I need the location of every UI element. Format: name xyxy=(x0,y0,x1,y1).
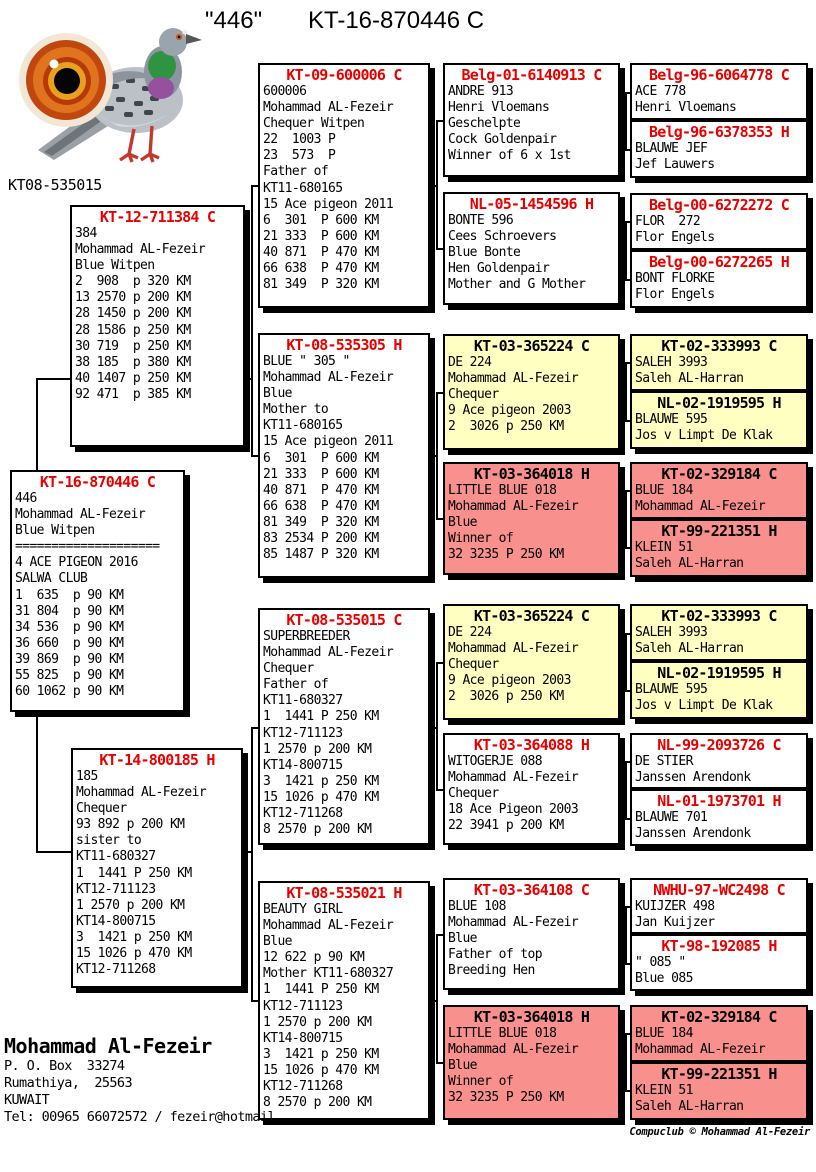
pedigree-text-line: Chequer xyxy=(263,661,314,677)
pedigree-text-line: 15 Ace pigeon 2011 xyxy=(263,196,394,212)
ring-number-header: KT-03-365224 C xyxy=(473,337,590,355)
ring-number-header: KT-99-221351 H xyxy=(661,522,777,540)
pedigree-text-line: Flor Engels xyxy=(635,287,715,303)
pedigree-text-line: sister to xyxy=(76,833,142,849)
ring-number-header: KT-02-333993 C xyxy=(661,337,777,355)
ring-number-header: KT-14-800185 H xyxy=(99,751,215,769)
connector-line xyxy=(251,185,260,187)
pedigree-text-line: Cees Schroevers xyxy=(448,229,557,245)
connector-line xyxy=(625,761,632,763)
pedigree-text-line: 22 1003 P xyxy=(263,132,336,148)
pedigree-text-line: BLUE 184 xyxy=(635,483,693,498)
connector-line xyxy=(436,1062,445,1064)
pedigree-text-line: Jos v Limpt De Klak xyxy=(635,428,773,444)
connector-line xyxy=(436,934,438,1064)
connector-line xyxy=(625,1090,632,1092)
connector-line xyxy=(436,120,445,122)
pedigree-text-line: BLAUWE 595 xyxy=(635,682,708,697)
connector-line xyxy=(625,149,632,151)
pedigree-text-line: KT11-680165 xyxy=(263,180,343,196)
ring-number-header: KT-03-364018 H xyxy=(473,465,590,483)
connector-line xyxy=(625,633,627,692)
pedigree-box-c4_p8b xyxy=(630,1062,808,1120)
ring-number-header: NL-99-2093726 C xyxy=(657,736,781,754)
pedigree-box-c4_p3a xyxy=(630,334,808,391)
pedigree-text-line: 6 301 P 600 KM xyxy=(263,450,379,466)
pedigree-text-line: KT11-680327 xyxy=(76,849,156,865)
owner-address-line: KUWAIT xyxy=(4,1092,50,1108)
pedigree-text-line: 66 638 P 470 KM xyxy=(263,261,379,277)
connector-line xyxy=(625,761,627,820)
pedigree-box-c4_p3b xyxy=(630,391,808,449)
pedigree-text-line: Blue xyxy=(448,1058,477,1074)
pedigree-box-c4_p8a xyxy=(630,1005,808,1062)
pedigree-box-c4_p6a xyxy=(630,733,808,789)
ring-number-header: NL-05-1454596 H xyxy=(469,195,594,213)
pedigree-text-line: KT12-711123 xyxy=(263,725,343,741)
eye-pupil xyxy=(54,68,80,94)
pedigree-text-line: LITTLE BLUE 018 xyxy=(448,1026,557,1041)
pedigree-text-line: Blue 085 xyxy=(635,971,693,987)
pedigree-text-line: Blue Bonte xyxy=(448,245,521,261)
credit-line: Compuclub © Mohammad Al-Fezeir xyxy=(629,1126,810,1138)
connector-line xyxy=(251,727,253,1002)
ring-number-header: KT-02-333993 C xyxy=(661,607,777,625)
pedigree-text-line: BLAUWE JEF xyxy=(635,141,708,156)
connector-line xyxy=(436,248,445,250)
connector-line xyxy=(251,185,253,457)
ring-number-header: KT-03-364088 H xyxy=(473,736,590,754)
pedigree-text-line: 34 536 p 90 KM xyxy=(15,619,124,635)
page-title-number: "446" xyxy=(205,7,263,34)
pedigree-text-line: Chequer xyxy=(76,801,127,817)
pedigree-text-line: DE 224 xyxy=(448,625,492,640)
connector-line xyxy=(436,120,438,250)
pedigree-box-c3_4 xyxy=(443,462,620,575)
pedigree-text-line: DE 224 xyxy=(448,355,492,370)
pedigree-text-line: Winner of xyxy=(448,531,514,547)
pedigree-text-line: FLOR 272 xyxy=(635,214,701,229)
connector-line xyxy=(251,727,260,729)
pedigree-text-line: BLUE 108 xyxy=(448,899,506,914)
pedigree-text-line: Father of xyxy=(263,677,329,693)
pedigree-text-line: WITOGERJE 088 xyxy=(448,754,542,769)
pedigree-text-line: Winner of 6 x 1st xyxy=(448,148,571,164)
pedigree-text-line: 60 1062 p 90 KM xyxy=(15,684,124,700)
pedigree-text-line: Mohammad AL-Fezeir xyxy=(75,242,206,258)
pedigree-text-line: 93 892 p 200 KM xyxy=(76,817,185,833)
connector-line xyxy=(625,279,632,281)
pedigree-text-line: 40 871 P 470 KM xyxy=(263,482,379,498)
pedigree-box-c4_p2a xyxy=(630,193,808,250)
pedigree-text-line: Saleh AL-Harran xyxy=(635,1099,744,1115)
pedigree-text-line: 28 1450 p 200 KM xyxy=(75,306,191,322)
pedigree-box-c3_8 xyxy=(443,1005,620,1120)
pedigree-text-line: 2 3026 p 250 KM xyxy=(448,689,564,705)
pedigree-text-line: BLAUWE 701 xyxy=(635,810,708,825)
connector-line xyxy=(625,633,632,635)
owner-address-line: Rumathiya, 25563 xyxy=(4,1075,132,1091)
pedigree-text-line: Janssen Arendonk xyxy=(635,770,751,786)
pedigree-text-line: 31 804 p 90 KM xyxy=(15,603,124,619)
pedigree-text-line: 446 xyxy=(15,491,37,506)
pedigree-box-c4_p5b xyxy=(630,661,808,719)
pedigree-text-line: 15 1026 p 470 KM xyxy=(263,1062,379,1078)
pedigree-text-line: 81 349 P 320 KM xyxy=(263,514,379,530)
pedigree-text-line: 36 660 p 90 KM xyxy=(15,635,124,651)
ring-number-header: KT-09-600006 C xyxy=(286,66,402,84)
pedigree-text-line: Hen Goldenpair xyxy=(448,261,550,277)
pedigree-text-line: BLUE 184 xyxy=(635,1026,693,1041)
connector-line xyxy=(625,690,632,692)
pedigree-text-line: Flor Engels xyxy=(635,230,715,246)
pedigree-text-line: KT12-711268 xyxy=(263,806,343,822)
pedigree-text-line: 3 1421 p 250 KM xyxy=(263,1046,379,1062)
page-title-ring: KT-16-870446 C xyxy=(308,7,485,34)
pedigree-box-c4_p4b xyxy=(630,519,808,577)
pedigree-text-line: SALEH 3993 xyxy=(635,355,708,370)
pedigree-text-line: Mohammad AL-Fezeir xyxy=(448,915,579,931)
owner-block xyxy=(4,1034,283,1126)
pedigree-text-line: ACE 778 xyxy=(635,84,686,99)
pedigree-text-line: Chequer Witpen xyxy=(263,116,365,132)
pedigree-text-line: 384 xyxy=(75,226,97,241)
pedigree-text-line: KLEIN 51 xyxy=(635,1083,693,1098)
pedigree-text-line: BLUE " 305 " xyxy=(263,354,350,369)
pedigree-text-line: 3 1421 p 250 KM xyxy=(76,929,192,945)
connector-line xyxy=(625,92,632,94)
pedigree-text-line: 15 Ace pigeon 2011 xyxy=(263,434,394,450)
pedigree-text-line: 28 1586 p 250 KM xyxy=(75,322,191,338)
ring-number-header: NL-01-1973701 H xyxy=(657,792,781,810)
pedigree-text-line: Breeding Hen xyxy=(448,963,535,979)
pigeon-beak xyxy=(186,34,202,44)
ring-number-header: KT-99-221351 H xyxy=(661,1065,777,1083)
pedigree-box-c2_1 xyxy=(258,63,430,308)
pedigree-text-line: 4 ACE PIGEON 2016 xyxy=(15,555,138,571)
pedigree-text-line: KT11-680165 xyxy=(263,418,343,434)
pedigree-text-line: 66 638 P 470 KM xyxy=(263,498,379,514)
connector-line xyxy=(625,1033,627,1092)
pedigree-text-line: Mohammad AL-Fezeir xyxy=(635,1042,766,1058)
pedigree-text-line: Jan Kuijzer xyxy=(635,915,715,931)
pedigree-text-line: BONTE 596 xyxy=(448,213,514,228)
pedigree-text-line: Mohammad AL-Fezeir xyxy=(263,370,394,386)
pedigree-text-line: LITTLE BLUE 018 xyxy=(448,483,557,498)
pedigree-text-line: KT12-711123 xyxy=(263,998,343,1014)
connector-line xyxy=(625,490,627,549)
connector-line xyxy=(436,934,445,936)
pedigree-text-line: 85 1487 P 320 KM xyxy=(263,547,379,563)
pedigree-text-line: DE STIER xyxy=(635,754,693,769)
connector-line xyxy=(625,1033,632,1035)
pedigree-text-line: KT12-711268 xyxy=(76,962,156,978)
pedigree-text-line: 9 Ace pigeon 2003 xyxy=(448,673,571,689)
pedigree-text-line: 18 Ace Pigeon 2003 xyxy=(448,802,579,818)
pedigree-text-line: 32 3235 P 250 KM xyxy=(448,1090,564,1106)
pedigree-text-line: Janssen Arendonk xyxy=(635,826,751,842)
pigeon-photo xyxy=(10,2,240,174)
pedigree-text-line: Chequer xyxy=(448,786,499,802)
connector-line xyxy=(36,378,72,380)
pedigree-box-c2_4 xyxy=(258,881,430,1120)
pedigree-text-line: ==================== xyxy=(15,539,160,555)
pedigree-box-c2_2 xyxy=(258,333,430,578)
ring-number-header: Belg-01-6140913 C xyxy=(461,66,602,84)
pedigree-text-line: 1 2570 p 200 KM xyxy=(76,897,185,913)
pedigree-box-c4_p2b xyxy=(630,250,808,308)
pedigree-text-line: 39 869 p 90 KM xyxy=(15,651,124,667)
connector-line xyxy=(436,789,445,791)
ring-number-header: Belg-96-6064778 C xyxy=(649,66,789,84)
pedigree-text-line: Mother and G Mother xyxy=(448,277,586,293)
pedigree-text-line: Mohammad AL-Fezeir xyxy=(448,1042,579,1058)
pedigree-text-line: 40 1407 p 250 KM xyxy=(75,370,191,386)
pedigree-text-line: 1 635 p 90 KM xyxy=(15,587,124,603)
photo-caption: KT08-535015 xyxy=(8,176,102,194)
pedigree-text-line: 12 622 p 90 KM xyxy=(263,950,365,966)
pedigree-box-c1_sire xyxy=(70,205,245,447)
pedigree-text-line: 185 xyxy=(76,769,98,784)
ring-number-header: KT-12-711384 C xyxy=(99,208,216,226)
pedigree-box-c3_2 xyxy=(443,192,620,305)
pedigree-text-line: Mohammad AL-Fezeir xyxy=(448,770,579,786)
pedigree-text-line: KT14-800715 xyxy=(76,913,156,929)
pedigree-text-line: 600006 xyxy=(263,84,307,99)
pedigree-box-c4_p6b xyxy=(630,789,808,846)
pigeon-neck-purple xyxy=(148,77,174,99)
ring-number-header: NWHU-97-WC2498 C xyxy=(653,881,785,899)
pedigree-box-c2_3 xyxy=(258,608,430,845)
connector-line xyxy=(625,490,632,492)
pedigree-text-line: Mohammad AL-Fezeir xyxy=(263,918,394,934)
pedigree-text-line: 1 2570 p 200 KM xyxy=(263,1014,372,1030)
pedigree-text-line: 40 871 P 470 KM xyxy=(263,244,379,260)
pedigree-text-line: Chequer xyxy=(448,657,499,673)
pedigree-text-line: Geschelpte xyxy=(448,116,521,132)
pedigree-text-line: Saleh AL-Harran xyxy=(635,556,744,572)
connector-line xyxy=(625,362,632,364)
pedigree-box-c3_7 xyxy=(443,878,620,990)
ring-number-header: NL-02-1919595 H xyxy=(657,664,781,682)
pedigree-text-line: Mohammad AL-Fezeir xyxy=(448,371,579,387)
pedigree-text-line: ANDRE 913 xyxy=(448,84,514,99)
connector-line xyxy=(36,851,73,853)
pedigree-text-line: KT11-680327 xyxy=(263,693,343,709)
connector-line xyxy=(625,547,632,549)
pedigree-text-line: BEAUTY GIRL xyxy=(263,902,343,917)
ring-number-header: NL-02-1919595 H xyxy=(657,394,781,412)
pedigree-box-c4_p7a xyxy=(630,878,808,934)
connector-line xyxy=(36,710,38,853)
pedigree-text-line: KT14-800715 xyxy=(263,757,343,773)
pedigree-text-line: Mohammad AL-Fezeir xyxy=(15,507,146,523)
ring-number-header: KT-08-535015 C xyxy=(286,611,402,629)
ring-number-header: Belg-00-6272272 C xyxy=(649,196,789,214)
pedigree-box-c3_6 xyxy=(443,733,620,845)
pedigree-text-line: SALWA CLUB xyxy=(15,571,88,587)
pedigree-text-line: SUPERBREEDER xyxy=(263,629,350,644)
pedigree-text-line: 32 3235 P 250 KM xyxy=(448,547,564,563)
ring-number-header: KT-03-364018 H xyxy=(473,1008,590,1026)
pedigree-text-line: 15 1026 p 470 KM xyxy=(76,946,192,962)
pedigree-text-line: 15 1026 p 470 KM xyxy=(263,789,379,805)
pedigree-text-line: 13 2570 p 200 KM xyxy=(75,290,191,306)
connector-line xyxy=(625,221,632,223)
connector-line xyxy=(625,906,627,965)
pedigree-text-line: Blue xyxy=(448,931,477,947)
pedigree-text-line: BONT FLORKE xyxy=(635,271,715,286)
pedigree-text-line: 6 301 P 600 KM xyxy=(263,212,379,228)
pedigree-text-line: 1 1441 P 250 KM xyxy=(263,709,379,725)
connector-line xyxy=(436,392,438,520)
pedigree-text-line: 8 2570 p 200 KM xyxy=(263,822,372,838)
pedigree-text-line: 81 349 P 320 KM xyxy=(263,277,379,293)
connector-line xyxy=(625,963,632,965)
pedigree-text-line: 2 908 p 320 KM xyxy=(75,274,191,290)
ring-number-header: KT-03-365224 C xyxy=(473,607,590,625)
connector-line xyxy=(251,455,260,457)
pedigree-text-line: " 085 " xyxy=(635,955,686,970)
pedigree-text-line: Cock Goldenpair xyxy=(448,132,557,148)
pedigree-text-line: 9 Ace pigeon 2003 xyxy=(448,403,571,419)
connector-line xyxy=(625,818,632,820)
owner-name: Mohammad Al-Fezeir xyxy=(4,1034,212,1058)
ring-number-header: KT-02-329184 C xyxy=(661,465,777,483)
ring-number-header: KT-02-329184 C xyxy=(661,1008,777,1026)
pedigree-text-line: Mohammad AL-Fezeir xyxy=(448,499,579,515)
ring-number-header: Belg-00-6272265 H xyxy=(649,253,789,271)
connector-line xyxy=(436,518,445,520)
pedigree-box-c1_dam xyxy=(71,748,243,988)
ring-number-header: Belg-96-6378353 H xyxy=(649,123,789,141)
pedigree-text-line: 1 1441 P 250 KM xyxy=(263,982,379,998)
owner-address-line: P. O. Box 33274 xyxy=(4,1058,125,1074)
ring-number-header: KT-03-364108 C xyxy=(473,881,590,899)
pedigree-text-line: Saleh AL-Harran xyxy=(635,641,744,657)
pedigree-text-line: Mohammad AL-Fezeir xyxy=(263,100,394,116)
pedigree-text-line: KT12-711268 xyxy=(263,1079,343,1095)
ring-number-header: KT-08-535021 H xyxy=(286,884,402,902)
pedigree-text-line: 2 3026 p 250 KM xyxy=(448,419,564,435)
pedigree-text-line: Mohammad AL-Fezeir xyxy=(448,641,579,657)
pedigree-box-c4_p7b xyxy=(630,934,808,991)
pedigree-text-line: Mohammad AL-Fezeir xyxy=(635,499,766,515)
pedigree-text-line: Chequer xyxy=(448,387,499,403)
pedigree-text-line: KT14-800715 xyxy=(263,1030,343,1046)
pedigree-text-line: Mohammad AL-Fezeir xyxy=(76,785,207,801)
pedigree-box-c1_subject xyxy=(10,470,185,712)
pedigree-text-line: Saleh AL-Harran xyxy=(635,371,744,387)
pedigree-box-c3_5 xyxy=(443,604,620,720)
pedigree-box-c3_1 xyxy=(443,63,620,177)
pedigree-text-line: Mother KT11-680327 xyxy=(263,966,394,982)
pedigree-text-line: KT12-711123 xyxy=(76,881,156,897)
ring-number-header: KT-98-192085 H xyxy=(661,937,777,955)
pedigree-text-line: Mohammad AL-Fezeir xyxy=(263,645,394,661)
connector-line xyxy=(625,362,627,422)
pedigree-text-line: 23 573 P xyxy=(263,148,336,164)
pedigree-text-line: Blue xyxy=(263,934,292,950)
pedigree-text-line: 38 185 p 380 KM xyxy=(75,354,191,370)
pedigree-box-c3_3 xyxy=(443,334,620,450)
connector-line xyxy=(436,392,445,394)
connector-line xyxy=(625,92,627,151)
pedigree-text-line: 1 1441 P 250 KM xyxy=(76,865,192,881)
pedigree-text-line: 8 2570 p 200 KM xyxy=(263,1095,372,1111)
pedigree-text-line: 1 2570 p 200 KM xyxy=(263,741,372,757)
pedigree-text-line: 30 719 p 250 KM xyxy=(75,338,191,354)
pedigree-text-line: 21 333 P 600 KM xyxy=(263,466,379,482)
pedigree-text-line: Henri Vloemans xyxy=(635,100,737,116)
owner-tel: Tel: 00965 66072572 / fezeir@hotmail. xyxy=(4,1109,283,1125)
ring-number-header: KT-16-870446 C xyxy=(39,473,156,491)
pedigree-text-line: Henri Vloemans xyxy=(448,100,550,116)
connector-line xyxy=(625,221,627,281)
pedigree-text-line: KUIJZER 498 xyxy=(635,899,715,914)
pedigree-text-line: SALEH 3993 xyxy=(635,625,708,640)
pedigree-box-c4_p5a xyxy=(630,604,808,661)
ring-number-header: KT-08-535305 H xyxy=(286,336,402,354)
pedigree-text-line: Winner of xyxy=(448,1074,514,1090)
pedigree-text-line: Blue Witpen xyxy=(75,258,155,274)
connector-line xyxy=(436,662,438,791)
pedigree-text-line: Blue xyxy=(448,515,477,531)
pedigree-text-line: 3 1421 p 250 KM xyxy=(263,773,379,789)
connector-line xyxy=(625,906,632,908)
pedigree-text-line: Father of xyxy=(263,164,329,180)
pedigree-box-c4_p1a xyxy=(630,63,808,120)
pedigree-text-line: Jos v Limpt De Klak xyxy=(635,698,773,714)
pedigree-text-line: Jef Lauwers xyxy=(635,157,715,173)
pedigree-box-c4_p1b xyxy=(630,120,808,178)
pedigree-text-line: Blue Witpen xyxy=(15,523,95,539)
pedigree-text-line: 21 333 P 600 KM xyxy=(263,228,379,244)
pedigree-text-line: 22 3941 p 200 KM xyxy=(448,818,564,834)
pedigree-text-line: Blue xyxy=(263,386,292,402)
connector-line xyxy=(36,378,38,472)
connector-line xyxy=(436,662,445,664)
pedigree-text-line: 55 825 p 90 KM xyxy=(15,668,124,684)
pedigree-text-line: Father of top xyxy=(448,947,542,963)
pedigree-text-line: 83 2534 P 200 KM xyxy=(263,531,379,547)
pedigree-text-line: KLEIN 51 xyxy=(635,540,693,555)
connector-line xyxy=(625,420,632,422)
pedigree-text-line: 92 471 p 385 KM xyxy=(75,386,191,402)
pedigree-text-line: Mother to xyxy=(263,402,329,418)
connector-line xyxy=(251,1000,260,1002)
pedigree-box-c4_p4a xyxy=(630,462,808,519)
pedigree-text-line: BLAUWE 595 xyxy=(635,412,708,427)
